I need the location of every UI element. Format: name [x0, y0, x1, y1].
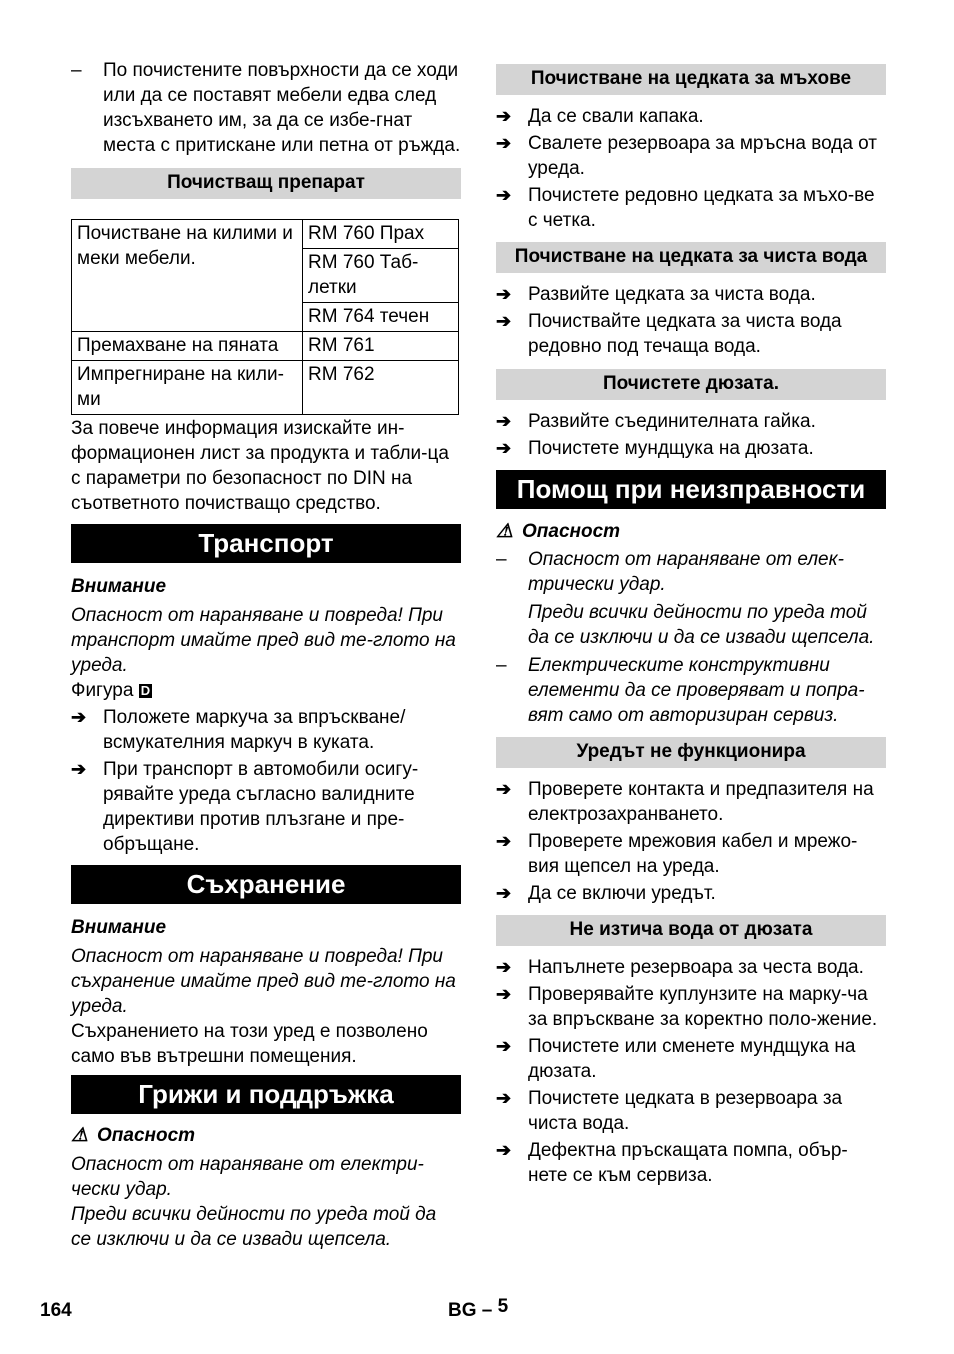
fluff-filter-heading: Почистване на цедката за мъхове	[496, 64, 886, 95]
list-item-text: Развийте цедката за чиста вода.	[528, 284, 816, 305]
list-item	[496, 183, 886, 233]
arrow-icon: ➔	[496, 438, 512, 458]
storage-warning: Опасност от нараняване и повреда! При съхранение имайте пред вид те-глото на уреда.	[71, 946, 456, 1017]
arrow-icon: ➔	[496, 106, 512, 126]
list-item	[496, 436, 886, 461]
list-item-text: Почистете цедката в резервоара за чиста вода.	[528, 1088, 843, 1134]
list-item	[496, 1086, 886, 1136]
table-cell: RM 761	[303, 332, 459, 361]
list-item-text: Свалете резервоара за мръсна вода от уреда.	[528, 133, 878, 179]
list-item-text: Дефектна пръскащата помпа, обър-нете се към сервиза.	[528, 1140, 848, 1186]
list-item	[71, 705, 461, 755]
list-item	[496, 982, 886, 1032]
dash-item	[496, 653, 886, 728]
arrow-icon: ➔	[496, 133, 512, 153]
list-item	[496, 1034, 886, 1084]
list-item-text: Положете маркуча за впръскване/ всмукателния маркуч в куката.	[103, 707, 406, 753]
trouble-dash-text: Преди всички дейности по уреда той да се изключи и да се извади щепсела.	[528, 602, 875, 648]
figure-letter-badge: D	[140, 683, 151, 698]
table-cell: Премахване на пяната	[72, 332, 303, 361]
list-item	[496, 881, 886, 906]
warning-triangle-icon: ⚠	[496, 521, 514, 542]
transport-caution-label: Внимание	[71, 576, 167, 597]
list-item-text: При транспорт в автомобили осигу-рявайте уреда съгласно валидните директиви против плъзгане и пре-обръщане.	[103, 759, 419, 855]
arrow-icon: ➔	[496, 185, 512, 205]
arrow-icon: ➔	[496, 1140, 512, 1160]
table-row	[72, 361, 459, 415]
table-cell: Импрегниране на кили-ми	[72, 361, 303, 415]
troubleshooting-heading: Помощ при неизправности	[496, 470, 886, 509]
transport-heading: Транспорт	[71, 524, 461, 563]
table-cell: RM 764 течен	[303, 303, 459, 332]
figure-reference	[71, 678, 461, 703]
care-text-2: Преди всички дейности по уреда той да се изключи и да се извади щепсела.	[71, 1204, 437, 1250]
trouble-dash-text: Електрическите конструктивни елементи да се проверяват и попра-вят само от авторизиран сервиз.	[528, 655, 865, 726]
cleaner-table	[71, 219, 459, 415]
arrow-icon: ➔	[496, 1088, 512, 1108]
dash-marker: –	[71, 60, 82, 81]
list-item-text: Почистете редовно цедката за мъхо-ве с четка.	[528, 185, 875, 231]
list-item	[496, 777, 886, 827]
table-cell: RM 760 Таб-летки	[303, 249, 459, 303]
list-item	[496, 104, 886, 129]
list-item-text: Проверявайте куплунзите на марку-ча за впръскване за коректно поло-жение.	[528, 984, 878, 1030]
list-item	[496, 282, 886, 307]
storage-caution-label: Внимание	[71, 917, 167, 938]
arrow-icon: ➔	[496, 284, 512, 304]
dash-item	[496, 547, 886, 650]
list-item-text: Почистете мундщука на дюзата.	[528, 438, 814, 459]
arrow-icon: ➔	[496, 831, 512, 851]
list-item-text: Проверете мрежовия кабел и мрежо-вия щепсел на уреда.	[528, 831, 858, 877]
arrow-icon: ➔	[496, 779, 512, 799]
list-item-text: Почистете или сменете мундщука на дюзата.	[528, 1036, 856, 1082]
arrow-icon: ➔	[496, 957, 512, 977]
arrow-icon: ➔	[496, 411, 512, 431]
list-item	[496, 955, 886, 980]
list-item-text: Проверете контакта и предпазителя на електрозахранването.	[528, 779, 874, 825]
list-item	[496, 309, 886, 359]
care-danger-label: Опасност	[97, 1125, 196, 1146]
dash-marker: –	[496, 655, 507, 676]
arrow-icon: ➔	[496, 311, 512, 331]
care-text-1: Опасност от нараняване от електри-чески удар.	[71, 1154, 424, 1200]
right-column	[496, 64, 886, 1188]
cleaner-heading: Почистващ препарат	[71, 168, 461, 199]
storage-text: Съхранението на този уред е позволено само във вътрешни помещения.	[71, 1021, 428, 1067]
left-column	[71, 58, 461, 1252]
list-item-text: Развийте съединителната гайка.	[528, 411, 816, 432]
arrow-icon: ➔	[71, 707, 87, 727]
care-danger	[71, 1123, 461, 1148]
table-cell: Почистване на килими и меки мебели.	[72, 220, 303, 332]
trouble-danger	[496, 519, 886, 544]
intro-dash-item	[71, 58, 461, 158]
list-item-text: Почиствайте цедката за чиста вода редовно под течаща вода.	[528, 311, 842, 357]
page-number: 164	[40, 1300, 72, 1321]
list-item-text: Да се включи уредът.	[528, 883, 716, 904]
list-item	[71, 757, 461, 857]
figure-label: Фигура	[71, 680, 134, 701]
list-item-text: Да се свали капака.	[528, 106, 704, 127]
arrow-icon: ➔	[496, 984, 512, 1004]
transport-warning: Опасност от нараняване и повреда! При транспорт имайте пред вид те-глото на уреда.	[71, 605, 456, 676]
warning-triangle-icon: ⚠	[71, 1125, 89, 1146]
nozzle-heading: Почистете дюзата.	[496, 369, 886, 400]
table-row	[72, 220, 459, 249]
list-item	[496, 409, 886, 434]
arrow-icon: ➔	[496, 883, 512, 903]
not-working-heading: Уредът не функционира	[496, 737, 886, 768]
arrow-icon: ➔	[496, 1036, 512, 1056]
footer-lang: BG	[448, 1300, 477, 1321]
list-item	[496, 131, 886, 181]
info-text: За повече информация изискайте ин-формационен лист за продукта и табли-ца с параметри по безопасност по DIN на съответното почистващо средство.	[71, 418, 449, 514]
table-cell: RM 762	[303, 361, 459, 415]
footer-section: 5	[497, 1296, 509, 1317]
no-water-heading: Не изтича вода от дюзата	[496, 915, 886, 946]
trouble-danger-label: Опасност	[522, 521, 621, 542]
list-item	[496, 1138, 886, 1188]
arrow-icon: ➔	[71, 759, 87, 779]
list-item	[496, 829, 886, 879]
table-cell: RM 760 Прах	[303, 220, 459, 249]
trouble-dash-text: Опасност от нараняване от елек-трически удар.	[528, 549, 844, 595]
care-heading: Грижи и поддръжка	[71, 1075, 461, 1114]
list-item-text: Напълнете резервоара за честа вода.	[528, 957, 864, 978]
page-locale-label	[448, 1298, 508, 1323]
footer-dash: –	[481, 1300, 493, 1321]
intro-text: По почистените повърхности да се ходи или да се поставят мебели едва след изсъхването им, за да се избе-гнат места с притискане или петна от ръжда.	[103, 60, 461, 156]
table-row	[72, 332, 459, 361]
storage-heading: Съхранение	[71, 865, 461, 904]
dash-marker: –	[496, 549, 507, 570]
clean-filter-heading: Почистване на цедката за чиста вода	[496, 242, 886, 273]
